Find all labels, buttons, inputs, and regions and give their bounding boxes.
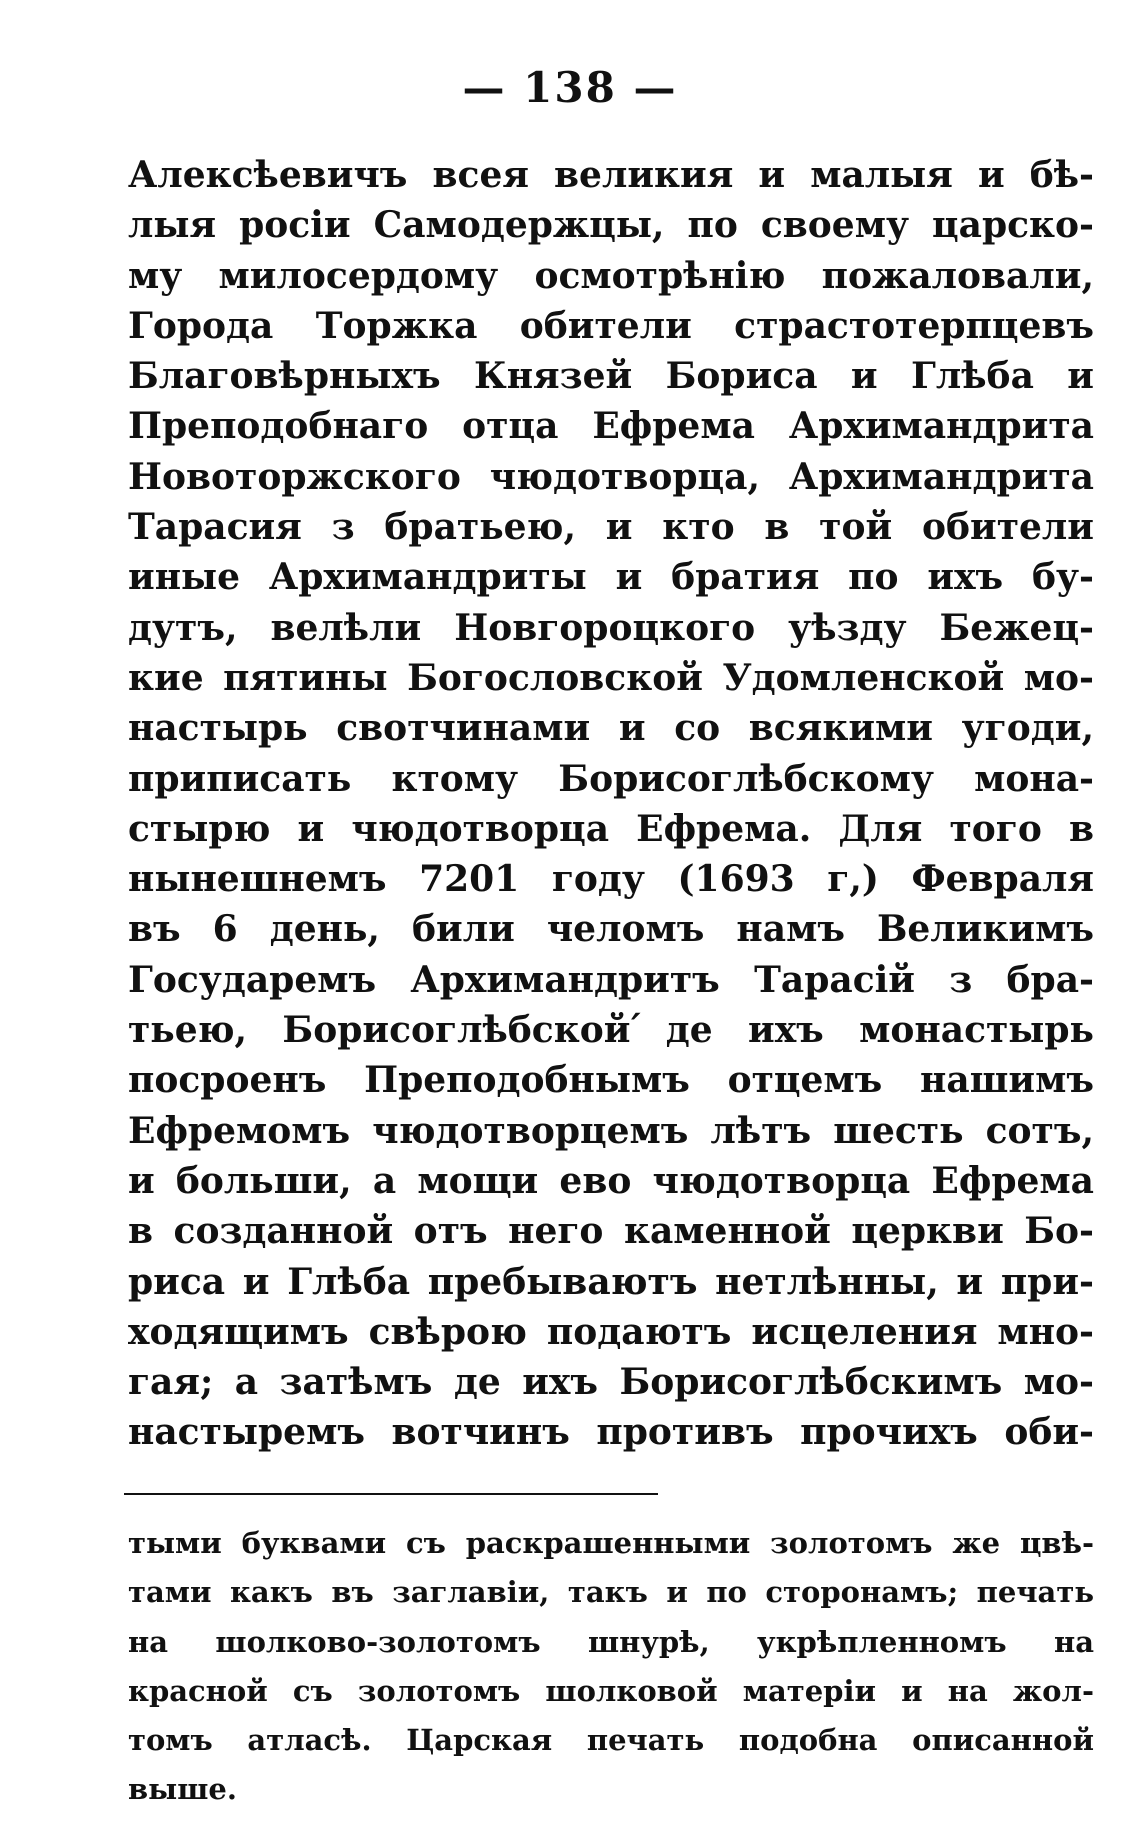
text-line: нынешнемъ 7201 году (1693 г,) Февраля	[128, 858, 1094, 901]
text-line: стырю и чюдотворца Ефрема. Для того в	[128, 807, 1094, 850]
text-line: иные Архимандриты и братия по ихъ бу-	[128, 556, 1094, 599]
text-line: настырь свотчинами и со всякими угоди,	[128, 707, 1094, 750]
text-line: риса и Глѣба пребываютъ нетлѣнны, и при-	[128, 1260, 1094, 1303]
footnote-line: томъ атласѣ. Царская печать подобна описанной	[128, 1723, 1094, 1758]
text-line: Ефремомъ чюдотворцемъ лѣтъ шесть сотъ,	[128, 1109, 1094, 1152]
footnote-line: на шолково-золотомъ шнурѣ, укрѣпленномъ на	[128, 1624, 1094, 1659]
footnote-line: красной съ золотомъ шолковой матеріи и на жол-	[128, 1673, 1094, 1708]
text-line: Преподобнаго отца Ефрема Архимандрита	[128, 405, 1094, 448]
text-line: лыя росіи Самодержцы, по своему царско-	[128, 204, 1094, 247]
text-line: в созданной отъ него каменной церкви Бо-	[128, 1210, 1094, 1253]
text-line: Новоторжского чюдотворца, Архимандрита	[128, 455, 1094, 498]
footnote-line: тыми буквами съ раскрашенными золотомъ же цвѣ-	[128, 1526, 1094, 1560]
text-line: настыремъ вотчинъ противъ прочихъ оби-	[128, 1411, 1094, 1454]
text-line: Тарасия з братьею, и кто в той обители	[128, 506, 1094, 549]
footnote-line: тами какъ въ заглавіи, такъ и по сторонамъ; печать	[128, 1575, 1094, 1610]
text-line: и больши, а мощи ево чюдотворца Ефрема	[128, 1159, 1094, 1202]
main-text	[128, 150, 1094, 1458]
text-line: кие пятины Богословской Удомленской мо-	[128, 656, 1094, 699]
footnote-divider	[124, 1493, 658, 1495]
footnote-line: выше.	[128, 1772, 237, 1807]
text-line: Города Торжка обители страстотерпцевъ	[128, 304, 1094, 347]
footnote	[128, 1519, 1094, 1815]
text-line: Государемъ Архимандритъ Тарасій з бра-	[128, 958, 1094, 1001]
text-line: Благовѣрныхъ Князей Бориса и Глѣба и	[128, 355, 1094, 398]
text-line: дутъ, велѣли Новгороцкого уѣзду Бежец-	[128, 606, 1094, 649]
text-line: ходящимъ свѣрою подаютъ исцеления мно-	[128, 1310, 1094, 1353]
text-line: въ 6 день, били челомъ намъ Великимъ	[128, 908, 1094, 951]
page-number: — 138 —	[462, 63, 678, 112]
text-line: тьею, Борисоглѣбской ́де ихъ монастырь	[128, 1009, 1094, 1052]
text-line: Алексѣевичъ всея великия и малыя и бѣ-	[128, 154, 1094, 196]
text-line: приписать ктому Борисоглѣбскому мона-	[128, 757, 1094, 800]
text-line: му милосердому осмотрѣнію пожаловали,	[128, 254, 1094, 297]
text-line: гая; а затѣмъ де ихъ Борисоглѣбскимъ мо-	[128, 1361, 1094, 1404]
text-line: посроенъ Преподобнымъ отцемъ нашимъ	[128, 1059, 1094, 1102]
